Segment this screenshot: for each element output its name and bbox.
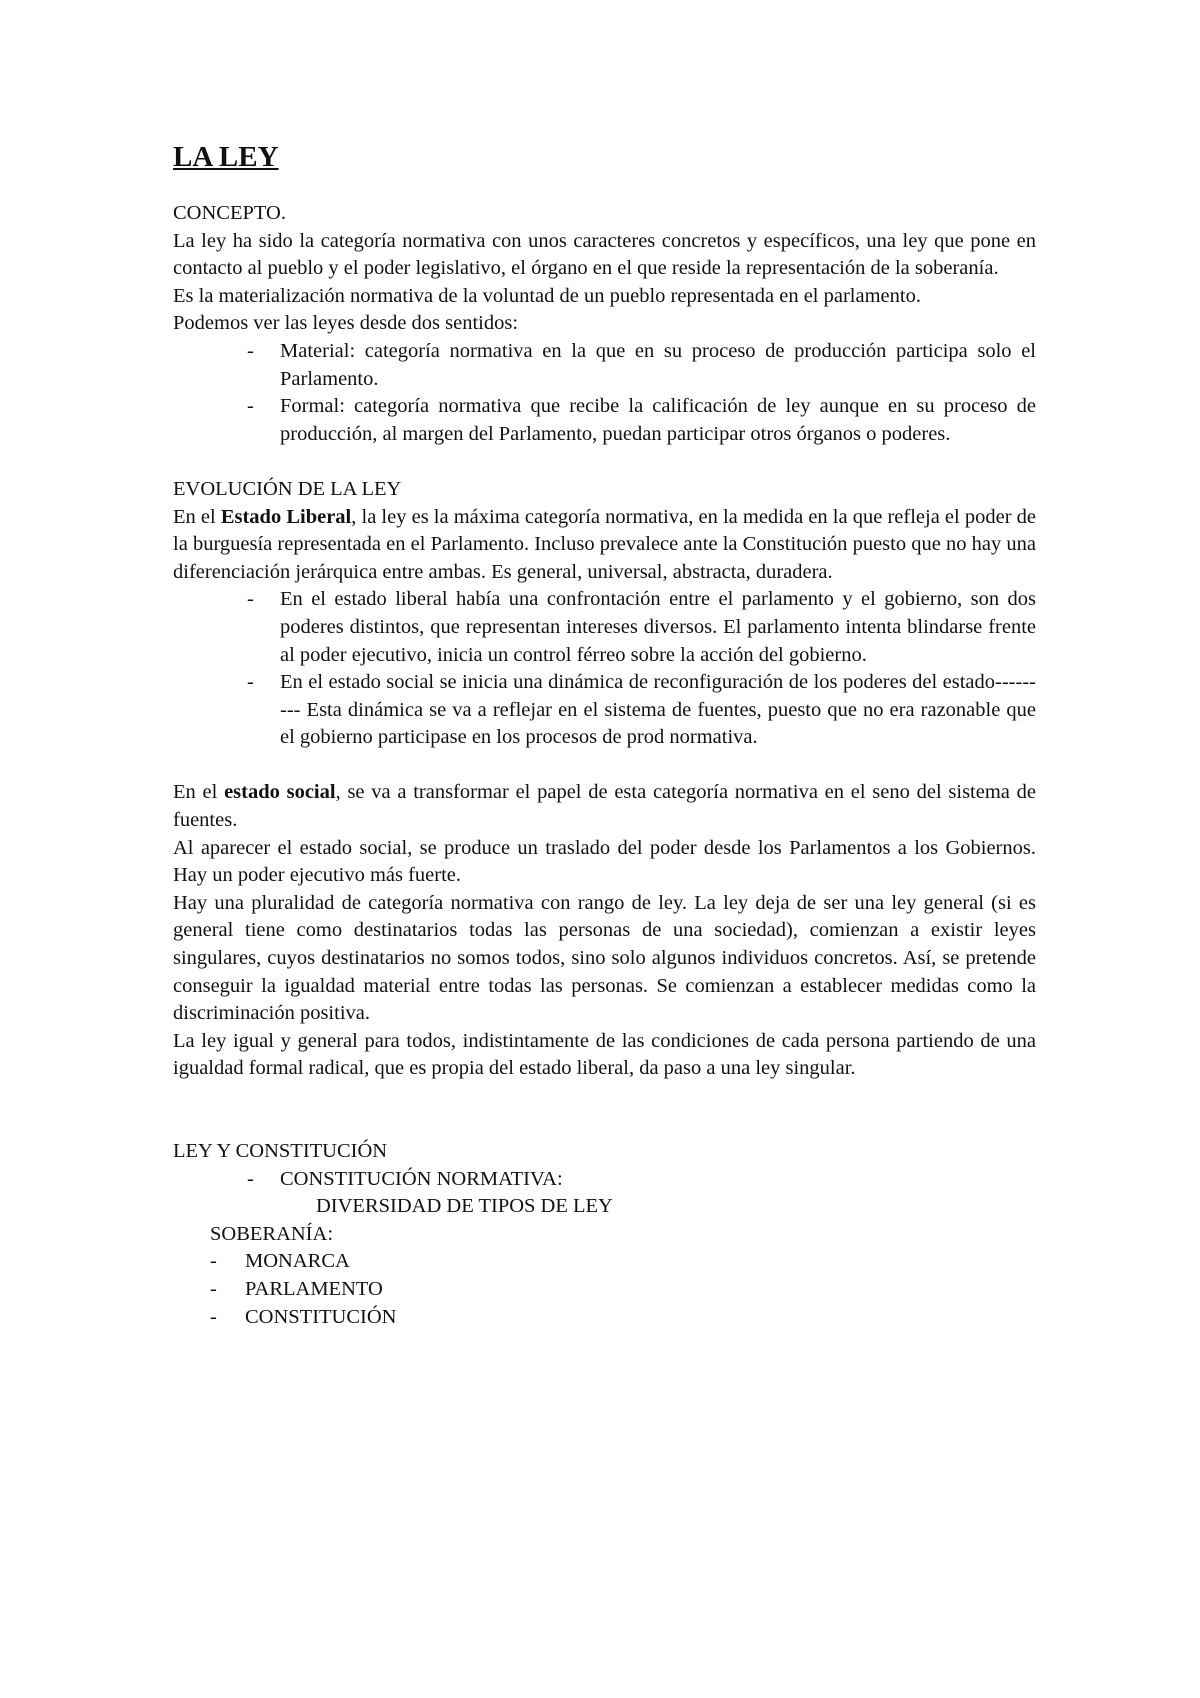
dash-list (173, 586, 1036, 752)
spacer (173, 752, 1036, 780)
paragraph: Hay una pluralidad de categoría normativa con rango de ley. La ley deja de ser una ley general (si es general tiene como destinatarios todas las personas de una sociedad), comienzan a existir leyes singulares, cuyos destinatarios no somos todos, sino solo algunos individuos concretos. Así, se pretende conseguir la igualdad material entre todas las personas. Se comienzan a establecer medidas como la discriminación positiva. (173, 891, 1036, 1025)
sub-item: DIVERSIDAD DE TIPOS DE LEY (316, 1195, 613, 1218)
document-page (173, 140, 1036, 1331)
list-item: - MONARCA (245, 1248, 1036, 1276)
bold-term: Estado Liberal (220, 505, 352, 528)
spacer (173, 1083, 1036, 1138)
text: En el (173, 505, 221, 528)
list-item: - CONSTITUCIÓN (245, 1304, 1036, 1332)
document-title: LA LEY (173, 141, 279, 173)
paragraph: La ley ha sido la categoría normativa con unos caracteres concretos y específicos, una ley que pone en contacto al pueblo y el poder legislativo, el órgano en el que reside la representación de la soberanía. (173, 229, 1036, 280)
bold-term: estado social (224, 781, 336, 804)
text: En el (173, 781, 225, 804)
text: , la ley es la máxima categoría normativa, en la medida en la que refleja el poder de la burguesía representada en el Parlamento. Incluso prevalece ante la Constitución puesto que no hay una diferenciación jerárquica entre ambas. Es general, universal, abstracta, duradera. (173, 505, 1036, 583)
list-item: - PARLAMENTO (245, 1276, 1036, 1304)
soberania-heading: SOBERANÍA: (210, 1222, 334, 1245)
paragraph (173, 504, 1036, 587)
list-item: - Formal: categoría normativa que recibe la calificación de ley aunque en su proceso de producción, al margen del Parlamento, puedan participar otros órganos o poderes. (280, 393, 1036, 448)
section-heading-concepto: CONCEPTO. (173, 202, 286, 224)
list-item: - CONSTITUCIÓN NORMATIVA: (280, 1166, 1036, 1194)
paragraph: Es la materialización normativa de la voluntad de un pueblo representada en el parlamento. (173, 284, 921, 307)
paragraph: Podemos ver las leyes desde dos sentidos: (173, 312, 519, 335)
paragraph (173, 779, 1036, 834)
spacer (173, 448, 1036, 476)
paragraph: La ley igual y general para todos, indistintamente de las condiciones de cada persona partiendo de una igualdad formal radical, que es propia del estado liberal, da paso a una ley singular. (173, 1029, 1036, 1080)
list-item: - En el estado social se inicia una dinámica de reconfiguración de los poderes del estado--------- Esta dinámica se va a reflejar en el sistema de fuentes, puesto que no era razonable que el gobierno participase en los procesos de prod normativa. (280, 669, 1036, 752)
dash-list (173, 1166, 1036, 1194)
list-item: - En el estado liberal había una confrontación entre el parlamento y el gobierno, son dos poderes distintos, que representan intereses diversos. El parlamento intenta blindarse frente al poder ejecutivo, inicia un control férreo sobre la acción del gobierno. (280, 586, 1036, 669)
dash-list (173, 338, 1036, 448)
paragraph: Al aparecer el estado social, se produce un traslado del poder desde los Parlamentos a los Gobiernos. Hay un poder ejecutivo más fuerte. (173, 836, 1036, 887)
section-heading-ley-constitucion: LEY Y CONSTITUCIÓN (173, 1140, 388, 1162)
section-heading-evolucion: EVOLUCIÓN DE LA LEY (173, 477, 402, 500)
soberania-list (173, 1248, 1036, 1331)
list-item: - Material: categoría normativa en la que en su proceso de producción participa solo el Parlamento. (280, 338, 1036, 393)
text: , se va a transformar el papel de esta categoría normativa en el seno del sistema de fuentes. (173, 781, 1036, 832)
